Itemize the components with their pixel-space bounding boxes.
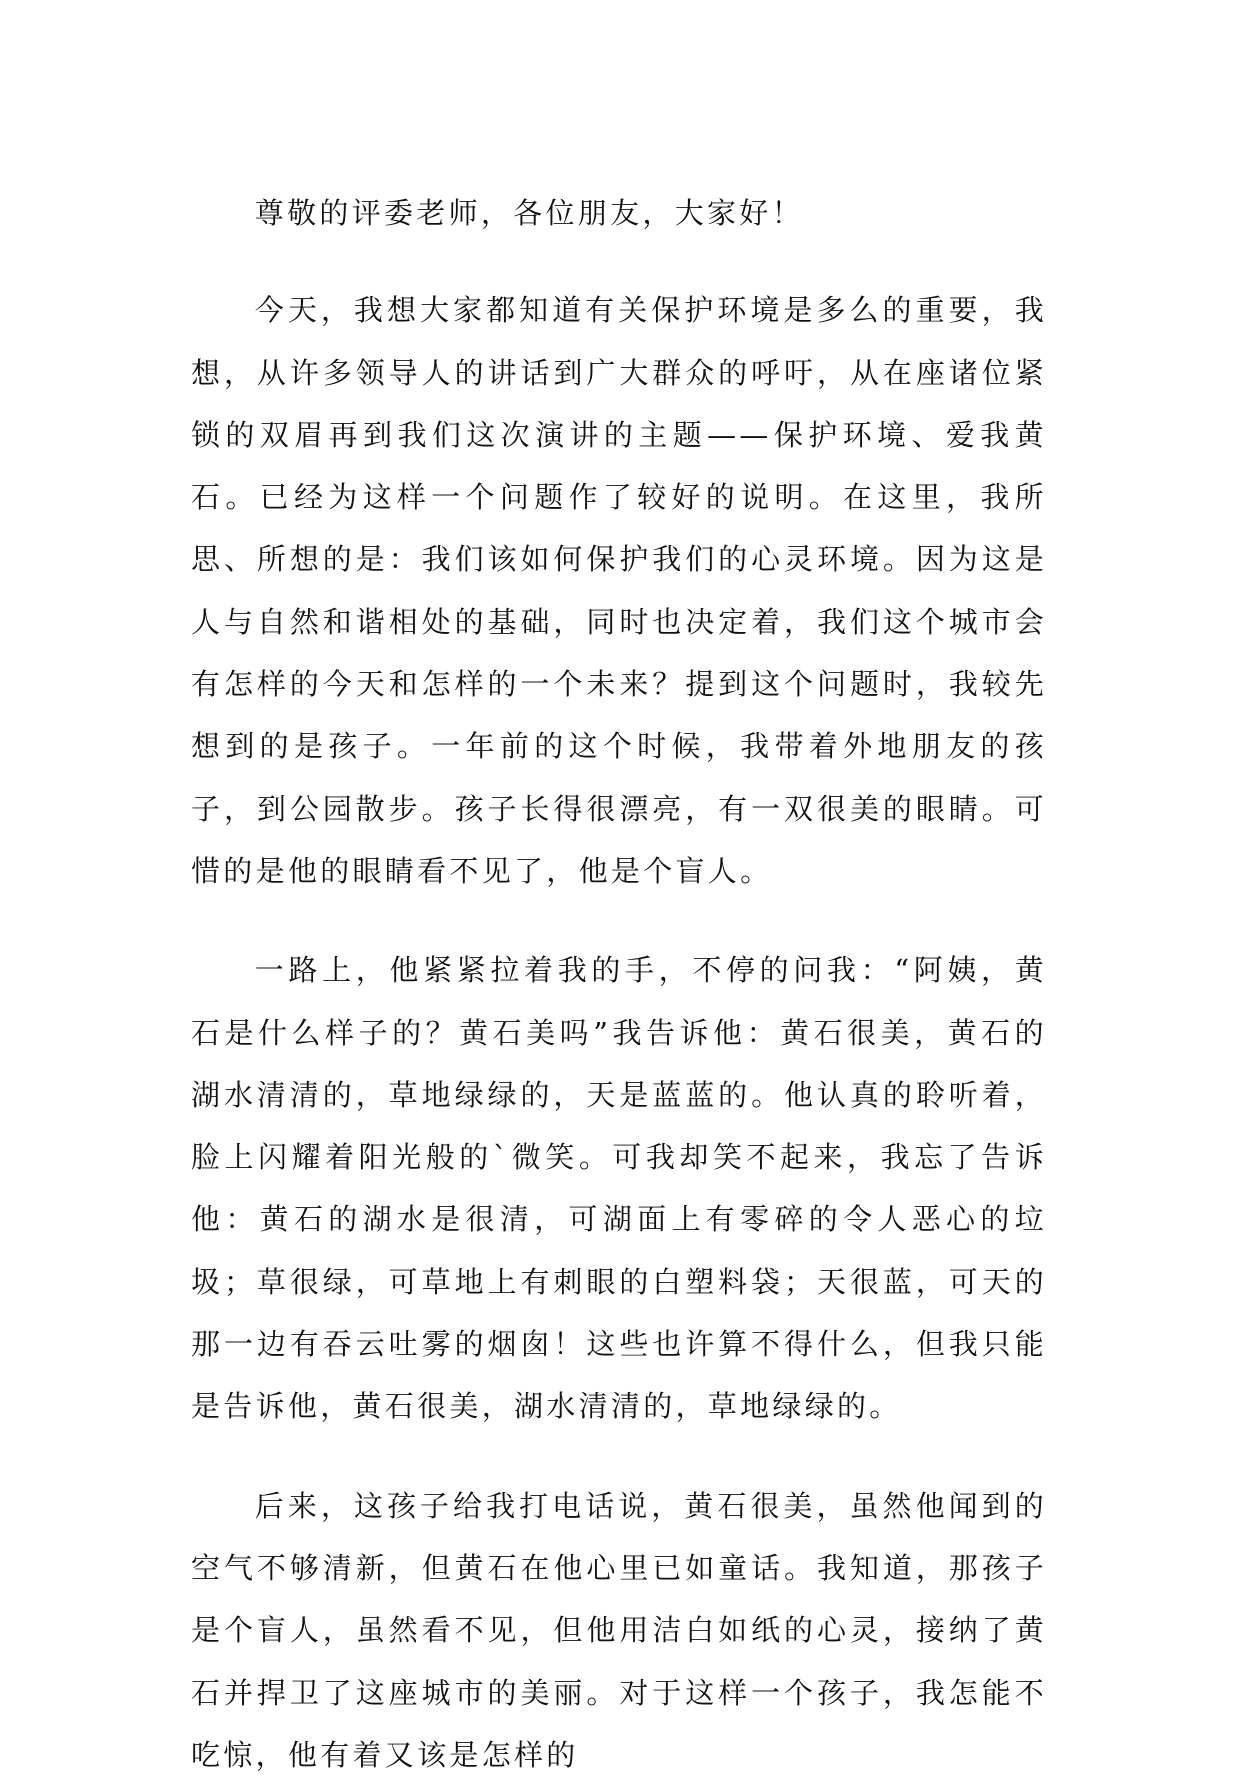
paragraph-park-walk: 一路上，他紧紧拉着我的手，不停的问我：“阿姨，黄石是什么样子的？黄石美吗”我告诉他：黄石很美，黄石的湖水清清的，草地绿绿的，天是蓝蓝的。他认真的聆听着，脸上闪耀着阳光般的`微笑。可我却笑不起来，我忘了告诉他：黄石的湖水是很清，可湖面上有零碎的令人恶心的垃圾；草很绿，可草地上有刺眼的白塑料袋；天很蓝，可天的那一边有吞云吐雾的烟囱！这些也许算不得什么，但我只能是告诉他，黄石很美，湖水清清的，草地绿绿的。	[191, 953, 1047, 1424]
paragraph-greeting: 尊敬的评委老师，各位朋友，大家好！	[254, 196, 804, 230]
paragraph-introduction: 今天，我想大家都知道有关保护环境是多么的重要，我想，从许多领导人的讲话到广大群众的呼吁，从在座诸位紧锁的双眉再到我们这次演讲的主题——保护环境、爱我黄石。已经为这样一个问题作了较好的说明。在这里，我所思、所想的是：我们该如何保护我们的心灵环境。因为这是人与自然和谐相处的基础，同时也决定着，我们这个城市会有怎样的今天和怎样的一个未来？提到这个问题时，我较先想到的是孩子。一年前的这个时候，我带着外地朋友的孩子，到公园散步。孩子长得很漂亮，有一双很美的眼睛。可惜的是他的眼睛看不见了，他是个盲人。	[191, 293, 1047, 888]
document-body	[191, 182, 1047, 1786]
paragraph-phone-call: 后来，这孩子给我打电话说，黄石很美，虽然他闻到的空气不够清新，但黄石在他心里已如童话。我知道，那孩子是个盲人，虽然看不见，但他用洁白如纸的心灵，接纳了黄石并捍卫了这座城市的美丽。对于这样一个孩子，我怎能不吃惊，他有着又该是怎样的	[191, 1488, 1047, 1772]
